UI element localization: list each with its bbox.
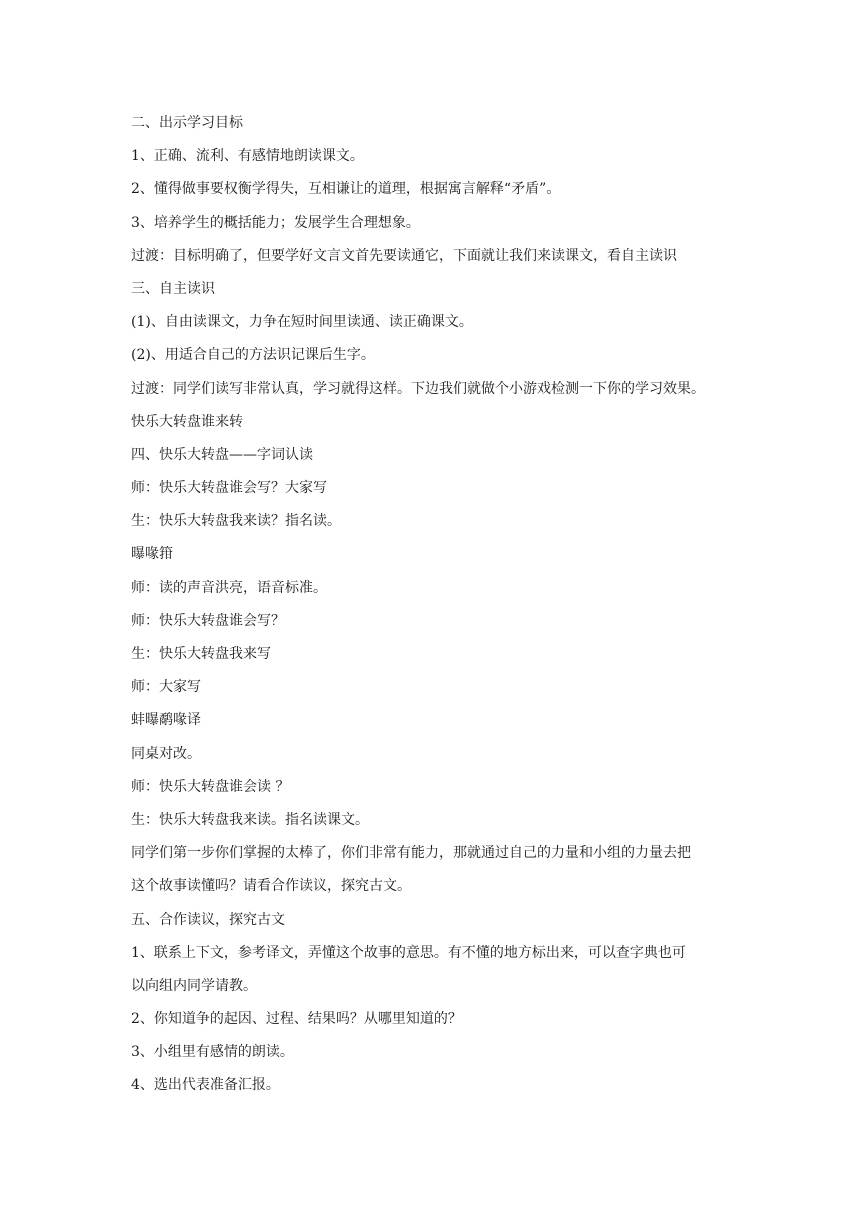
document-body <box>131 107 731 1103</box>
dialogue-line: 生：快乐大转盘我来读。指名读课文。 <box>131 811 369 828</box>
transition-paragraph-1: 过渡：目标明确了，但要学好文言文首先要读通它，下面就让我们来读课文，看自主读识 <box>131 247 677 264</box>
section-heading-word-game: 四、快乐大转盘——字词认读 <box>131 446 313 463</box>
section-heading-learning-goals: 二、出示学习目标 <box>131 115 243 131</box>
task-item-1-cont: 以向组内同学请教。 <box>131 977 257 994</box>
task-item-1: 1、联系上下文，参考译文，弄懂这个故事的意思。有不懂的地方标出来，可以查字典也可 <box>131 944 686 961</box>
dialogue-line: 生：快乐大转盘我来写 <box>131 646 271 662</box>
dialogue-line: 师：快乐大转盘谁会写？ <box>131 612 285 629</box>
transition-paragraph-3-cont: 这个故事读懂吗？请看合作读议，探究古文。 <box>131 878 411 895</box>
vocabulary-line: 蚌曝鹬喙译 <box>131 712 201 729</box>
task-item-2: 2、你知道争的起因、过程、结果吗？从哪里知道的？ <box>131 1011 462 1028</box>
game-intro-line: 快乐大转盘谁来转 <box>131 413 243 430</box>
section-heading-self-reading: 三、自主读识 <box>131 280 215 297</box>
transition-paragraph-3: 同学们第一步你们掌握的太棒了，你们非常有能力，那就通过自己的力量和小组的力量去把 <box>131 845 691 862</box>
dialogue-line: 师：大家写 <box>131 679 201 696</box>
transition-paragraph-2: 过渡：同学们读写非常认真，学习就得这样。下边我们就做个小游戏检测一下你的学习效果。 <box>131 380 705 397</box>
dialogue-line: 师：快乐大转盘谁会写？大家写 <box>131 480 327 497</box>
task-item-3: 3、小组里有感情的朗读。 <box>131 1044 294 1061</box>
reading-step-2: (2)、用适合自己的方法识记课后生字。 <box>131 347 375 364</box>
goal-item-2: 2、懂得做事要权衡学得失，互相谦让的道理，根据寓言解释“矛盾”。 <box>131 181 561 198</box>
section-heading-cooperative-reading: 五、合作读议，探究古文 <box>131 911 285 928</box>
task-item-4: 4、选出代表准备汇报。 <box>131 1077 280 1094</box>
reading-step-1: (1)、自由读课文，力争在短时间里读通、读正确课文。 <box>131 314 473 331</box>
goal-item-3: 3、培养学生的概括能力；发展学生合理想象。 <box>131 214 420 231</box>
instruction-line: 同桌对改。 <box>131 745 201 762</box>
dialogue-line: 师：读的声音洪亮，语音标准。 <box>131 579 327 596</box>
vocabulary-line: 曝喙箝 <box>131 546 173 563</box>
goal-item-1: 1、正确、流利、有感情地朗读课文。 <box>131 148 364 165</box>
dialogue-line: 生：快乐大转盘我来读？指名读。 <box>131 513 341 530</box>
dialogue-line: 师：快乐大转盘谁会读 ？ <box>131 778 290 795</box>
